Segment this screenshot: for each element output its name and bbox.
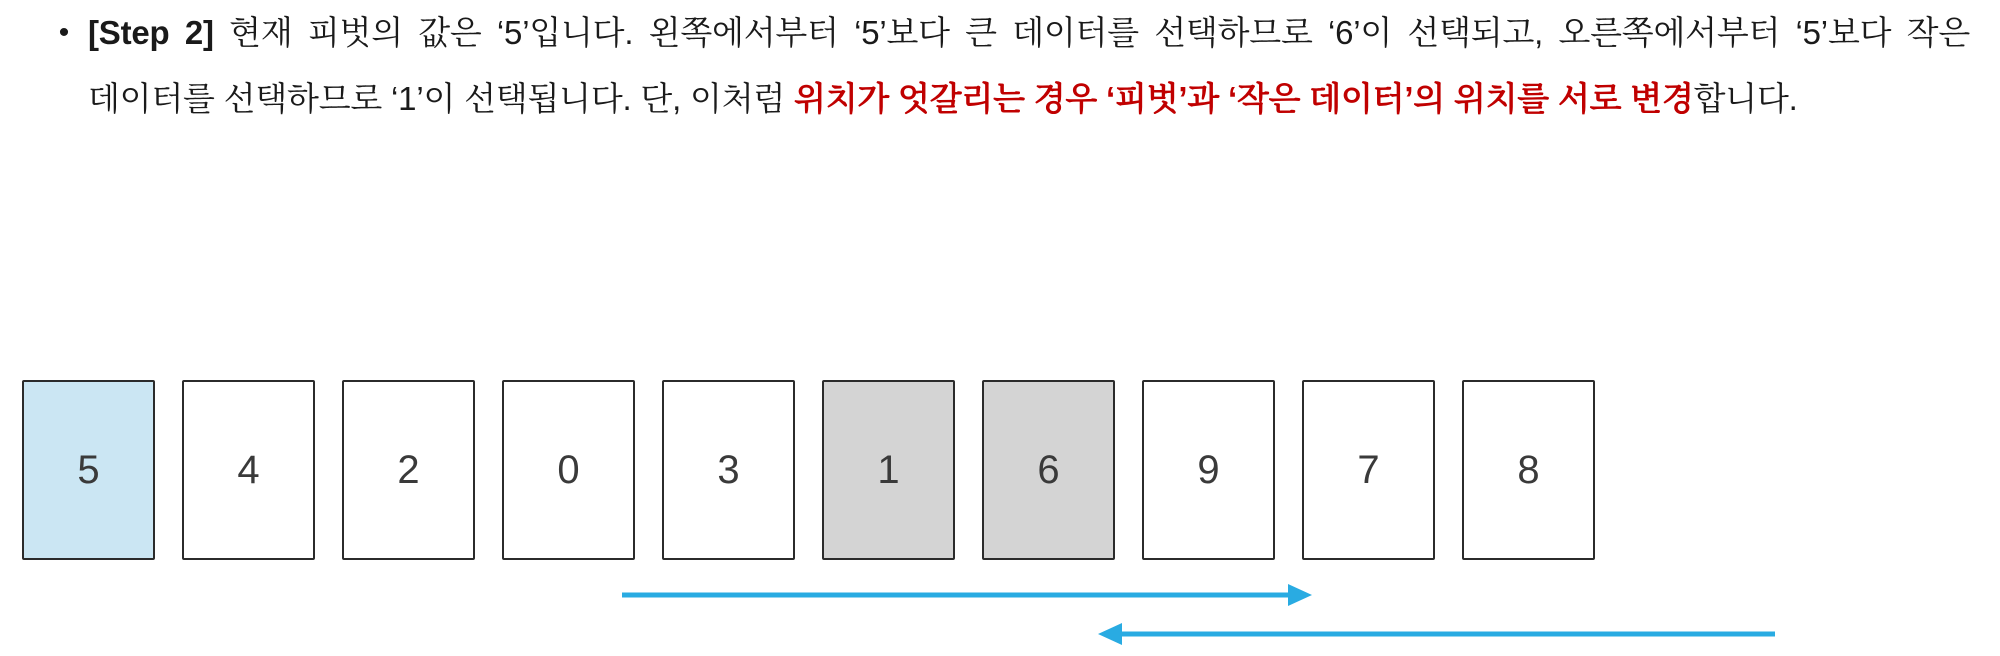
bullet-paragraph [40,0,1970,132]
array-cell [662,380,795,560]
array-cell [342,380,475,560]
array-cell [22,380,155,560]
array-cell-value: 1 [877,447,900,492]
bullet-text [88,0,1970,132]
array-cell-value: 7 [1357,447,1380,492]
array-cell-value: 8 [1517,447,1540,492]
array-cell [1302,380,1435,560]
array-cell [502,380,635,560]
bullet-text-part1: 현재 피벗의 값은 ‘5’입니다. 왼쪽에서부터 ‘5’보다 큰 데이터를 선택하므로 ‘6’이 선택되고, 오른쪽에서부터 ‘5’보다 작은 데이터를 선택하므로 ‘1’이 선택됩니다. 단, 이처럼 [88,14,1970,117]
array-cell-value: 0 [557,447,580,492]
array-cell [982,380,1115,560]
step-label: [Step 2] [88,14,214,51]
bullet-highlight: 위치가 엇갈리는 경우 ‘피벗’과 ‘작은 데이터’의 위치를 서로 변경 [794,80,1694,117]
array-cell-value: 6 [1037,447,1060,492]
bullet-marker: • [58,16,70,49]
array-cell [1462,380,1595,560]
array-cell [1142,380,1275,560]
array-cell-value: 9 [1197,447,1220,492]
bullet-text-part2: 합니다. [1693,80,1798,117]
array-cell-value: 2 [397,447,420,492]
array-cell [182,380,315,560]
left-scan-arrow [622,584,1312,606]
array-row [22,380,1622,560]
array-cell-value: 3 [717,447,740,492]
array-cell-value: 4 [237,447,260,492]
right-scan-arrow [1098,623,1775,645]
array-cell [822,380,955,560]
array-cell-value: 5 [77,447,100,492]
